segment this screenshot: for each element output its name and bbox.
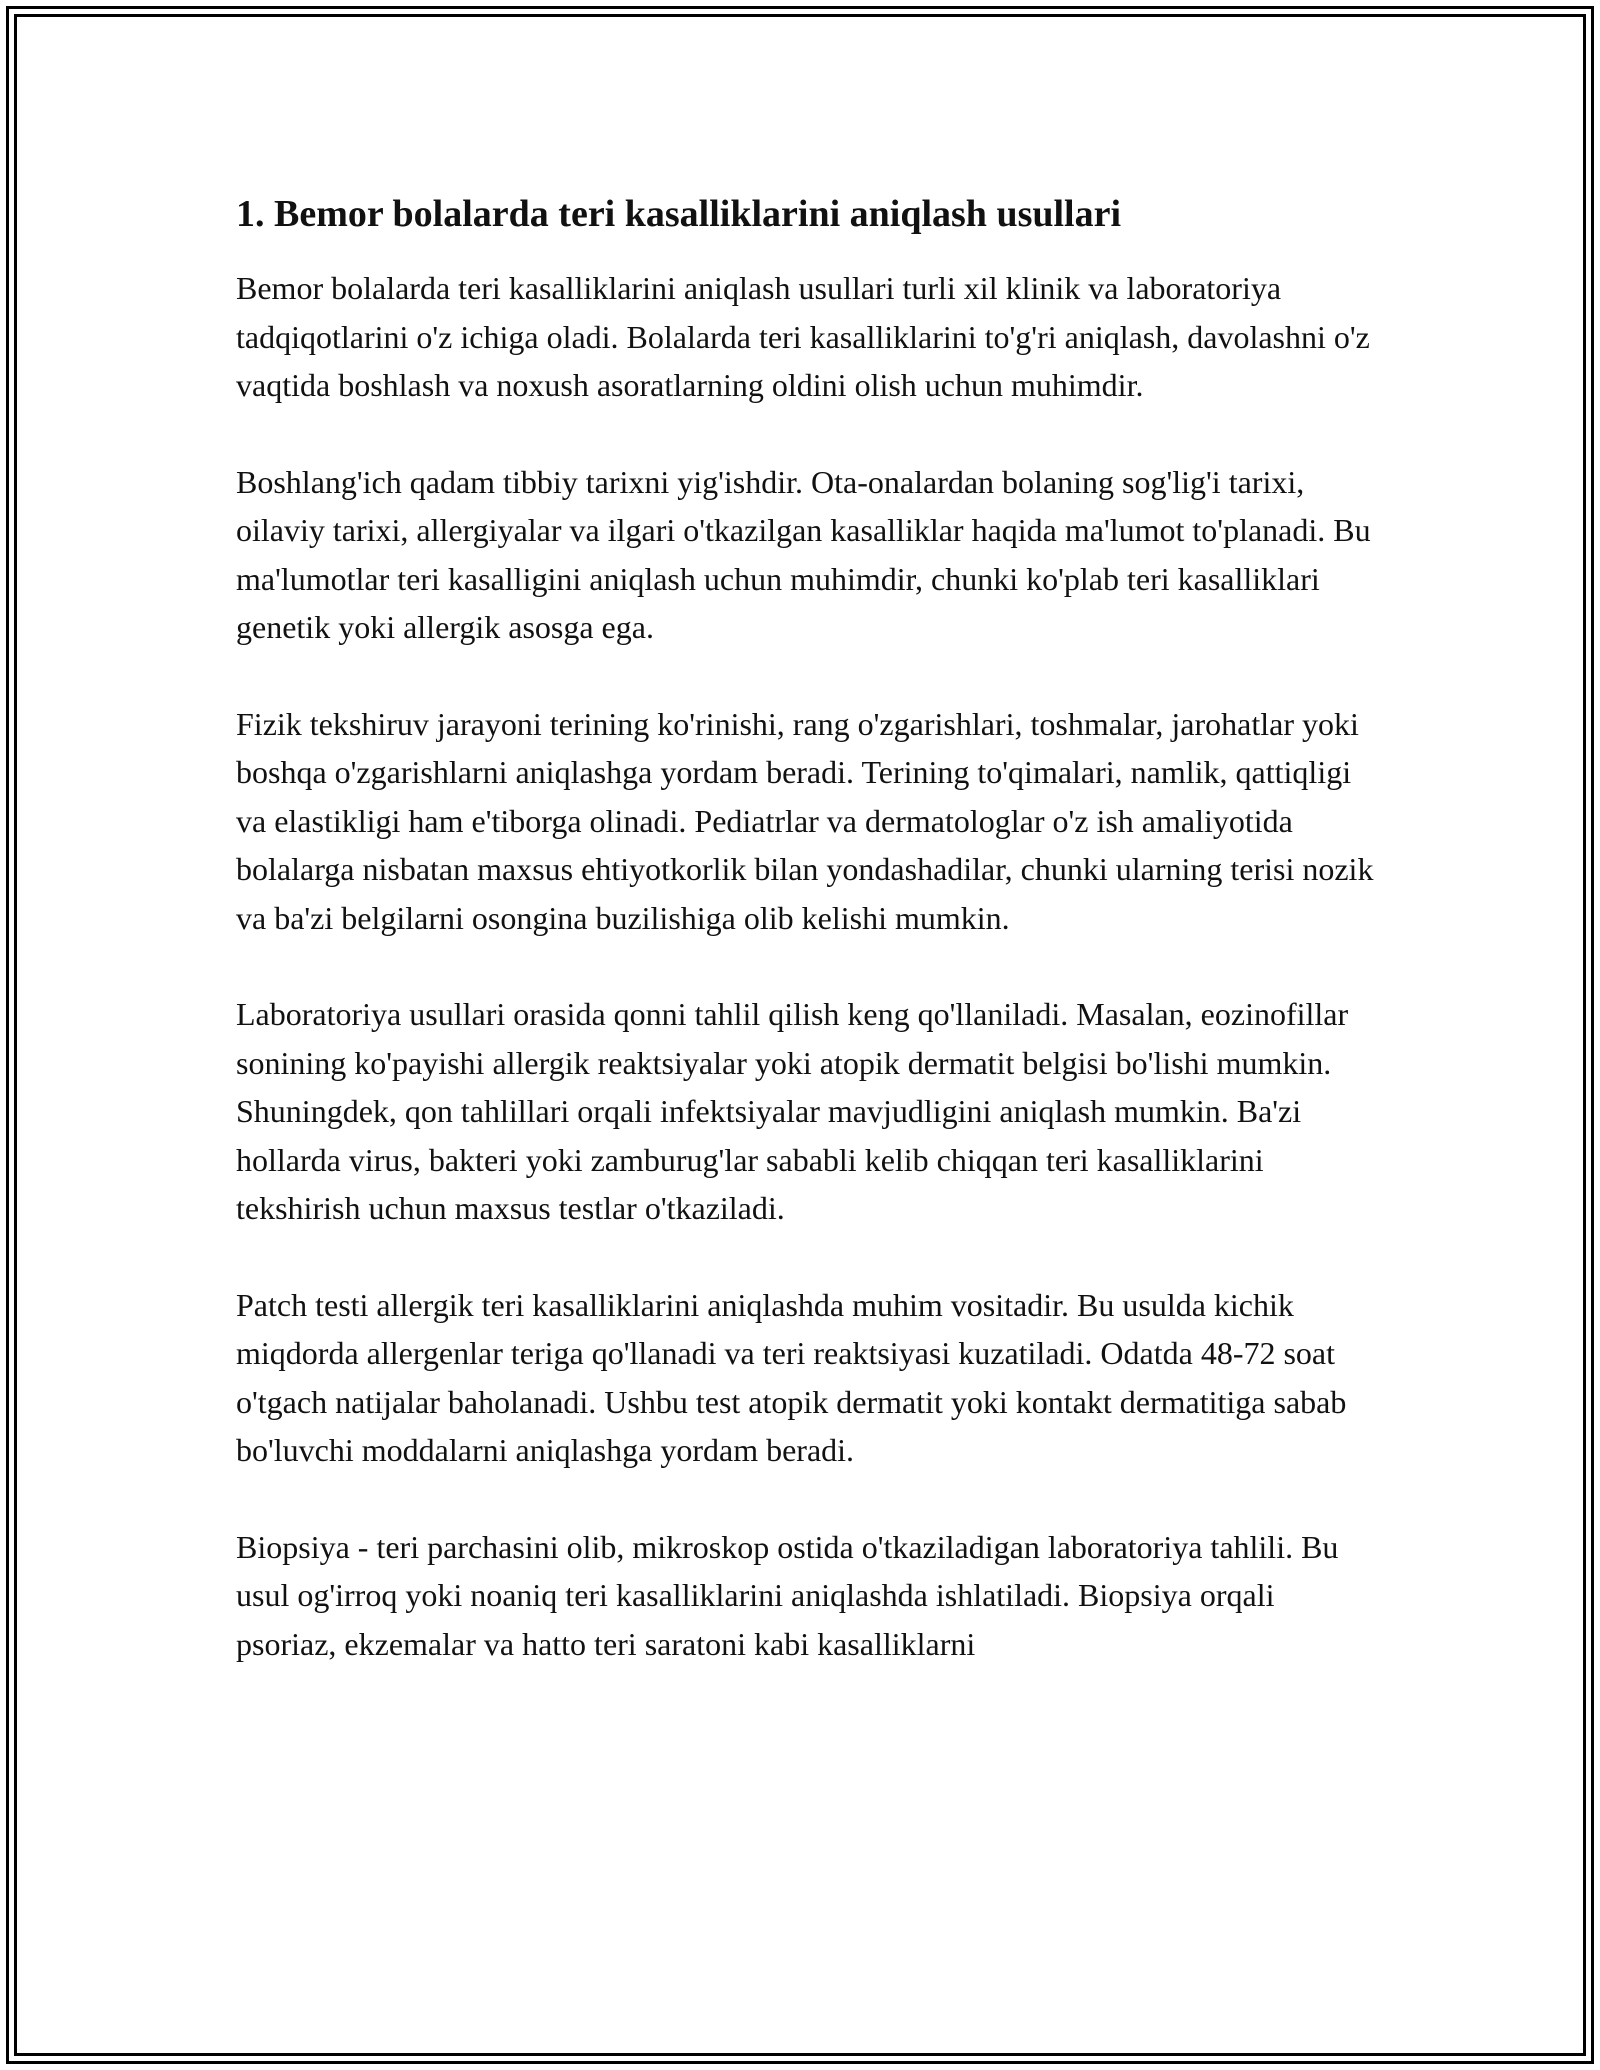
paragraph-patch-test: Patch testi allergik teri kasalliklarini aniqlashda muhim vositadir. Bu usulda kichik miqdorda allergenlar teriga qo'llanadi va teri reaktsiyasi kuzatiladi. Odatda 48-72 soat o'tgach natijalar baholanadi. Ushbu test atopik dermatit yoki kontakt dermatitiga sabab bo'luvchi moddalarni aniqlashga yordam beradi. <box>236 1286 1347 1468</box>
paragraph-introduction: Bemor bolalarda teri kasalliklarini aniqlash usullari turli xil klinik va laboratoriya tadqiqotlarini o'z ichiga oladi. Bolalarda teri kasalliklarini to'g'ri aniqlash, davolashni o'z vaqtida boshlash va noxush asoratlarning oldini olish uchun muhimdir. <box>236 270 1370 403</box>
paragraph-physical-exam: Fizik tekshiruv jarayoni terining ko'rinishi, rang o'zgarishlari, toshmalar, jarohatlar yoki boshqa o'zgarishlarni aniqlashga yordam beradi. Terining to'qimalari, namlik, qattiqligi va elastikligi ham e'tiborga olinadi. Pediatrlar va dermatologlar o'z ish amaliyotida bolalarga nisbatan maxsus ehtiyotkorlik bilan yondashadilar, chunki ularning terisi nozik va ba'zi belgilarni osongina buzilishiga olib kelishi mumkin. <box>236 705 1374 936</box>
paragraph-biopsy: Biopsiya - teri parchasini olib, mikroskop ostida o'tkaziladigan laboratoriya tahlili. Bu usul og'irroq yoki noaniq teri kasalliklarini aniqlashda ishlatiladi. Biopsiya orqali psoriaz, ekzemalar va hatto teri saratoni kabi kasalliklarni <box>236 1528 1339 1662</box>
paragraph-laboratory: Laboratoriya usullari orasida qonni tahlil qilish keng qo'llaniladi. Masalan, eozinofillar sonining ko'payishi allergik reaktsiyalar yoki atopik dermatit belgisi bo'lishi mumkin. Shuningdek, qon tahlillari orqali infektsiyalar mavjudligini aniqlash mumkin. Ba'zi hollarda virus, bakteri yoki zamburug'lar sababli kelib chiqqan teri kasalliklarini tekshirish uchun maxsus testlar o'tkaziladi. <box>236 996 1349 1226</box>
paragraph-medical-history: Boshlang'ich qadam tibbiy tarixni yig'ishdir. Ota-onalardan bolaning sog'lig'i tarixi, oilaviy tarixi, allergiyalar va ilgari o'tkazilgan kasalliklar haqida ma'lumot to'planadi. Bu ma'lumotlar teri kasalligini aniqlash uchun muhimdir, chunki ko'plab teri kasalliklari genetik yoki allergik asosga ega. <box>236 463 1371 645</box>
section-heading: 1. Bemor bolalarda teri kasalliklarini aniqlash usullari <box>236 193 1122 235</box>
document-body <box>236 188 1376 1716</box>
